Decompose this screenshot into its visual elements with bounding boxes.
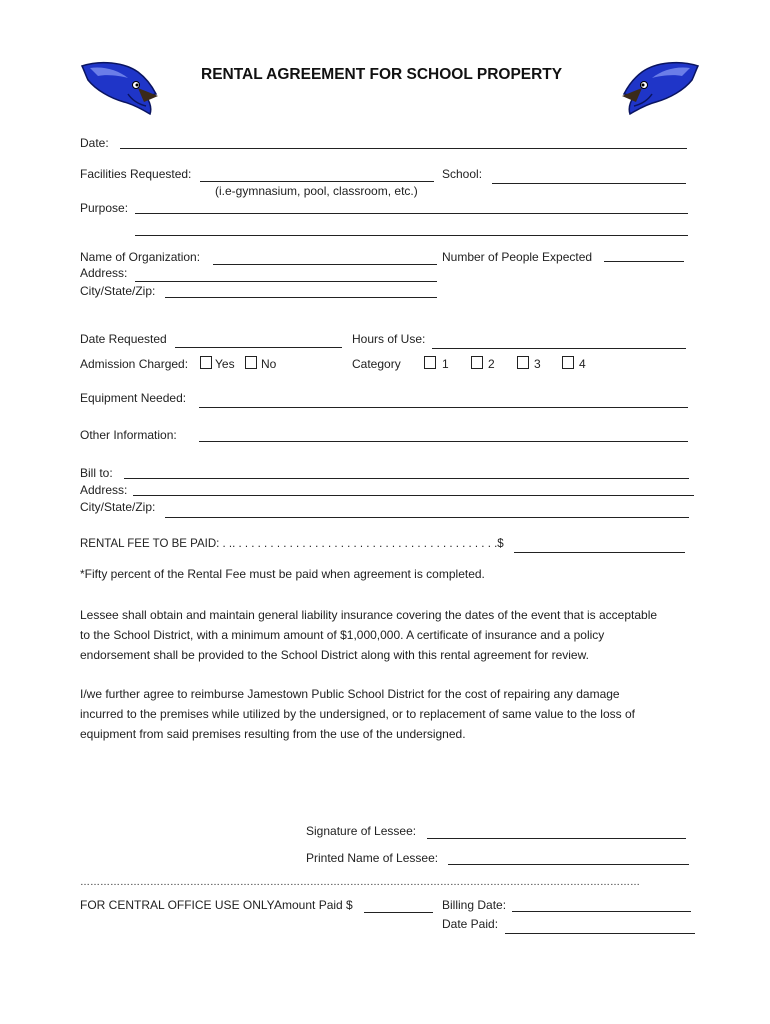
printed-name-field[interactable] <box>448 864 689 865</box>
facilities-hint: (i.e-gymnasium, pool, classroom, etc.) <box>215 184 418 198</box>
category-3-label: 3 <box>534 357 541 371</box>
other-information-field[interactable] <box>199 441 688 442</box>
rental-fee-field[interactable] <box>514 552 685 553</box>
city-state-zip-label: City/State/Zip: <box>80 284 156 298</box>
signature-of-lessee-label: Signature of Lessee: <box>306 824 417 838</box>
organization-name-label: Name of Organization: <box>80 250 201 264</box>
reimburse-paragraph <box>80 684 695 744</box>
central-office-label: FOR CENTRAL OFFICE USE ONLY <box>80 898 275 912</box>
admission-no-label: No <box>261 357 277 371</box>
reimburse-line-1: I/we further agree to reimburse Jamestown Public School District for the cost of repairing any damage <box>80 687 620 701</box>
billing-date-label: Billing Date: <box>442 898 507 912</box>
hours-of-use-field[interactable] <box>432 348 686 349</box>
address-field[interactable] <box>135 281 437 282</box>
reimburse-line-2: incurred to the premises while utilized by the undersigned, or to replacement of same value to the loss of <box>80 707 635 721</box>
date-requested-field[interactable] <box>175 347 342 348</box>
date-requested-label: Date Requested <box>80 332 167 346</box>
admission-yes-checkbox[interactable] <box>200 356 212 369</box>
category-2-label: 2 <box>488 357 495 371</box>
bill-city-state-zip-field[interactable] <box>165 517 689 518</box>
purpose-label: Purpose: <box>80 201 129 215</box>
category-label: Category <box>352 357 401 371</box>
organization-name-field[interactable] <box>213 264 437 265</box>
bill-to-field[interactable] <box>124 478 689 479</box>
category-2-checkbox[interactable] <box>471 356 483 369</box>
purpose-field-line-2[interactable] <box>135 235 688 236</box>
facilities-requested-field[interactable] <box>200 181 434 182</box>
date-label: Date: <box>80 136 109 150</box>
insurance-paragraph <box>80 605 695 665</box>
hours-of-use-label: Hours of Use: <box>352 332 426 346</box>
category-1-checkbox[interactable] <box>424 356 436 369</box>
category-4-label: 4 <box>579 357 586 371</box>
reimburse-line-3: equipment from said premises resulting from the use of the undersigned. <box>80 727 466 741</box>
purpose-field[interactable] <box>135 213 688 214</box>
city-state-zip-field[interactable] <box>165 297 437 298</box>
insurance-line-2: to the School District, with a minimum amount of $1,000,000. A certificate of insurance and a policy <box>80 628 605 642</box>
insurance-line-1: Lessee shall obtain and maintain general liability insurance covering the dates of the event that is acceptable <box>80 608 658 622</box>
bluejay-mascot-icon-left <box>80 58 162 116</box>
category-1-label: 1 <box>442 357 449 371</box>
billing-date-field[interactable] <box>512 911 691 912</box>
date-paid-label: Date Paid: <box>442 917 499 931</box>
people-expected-label: Number of People Expected <box>442 250 593 264</box>
date-paid-field[interactable] <box>505 933 695 934</box>
insurance-line-3: endorsement shall be provided to the School District along with this rental agreement for review. <box>80 648 589 662</box>
bill-city-state-zip-label: City/State/Zip: <box>80 500 156 514</box>
category-3-checkbox[interactable] <box>517 356 529 369</box>
rental-fee-label: RENTAL FEE TO BE PAID: . .. . . . . . . . . . . . . . . . . . . . . . . . . . . . . . . . . . . . . . . . . .$ <box>80 538 504 550</box>
admission-yes-label: Yes <box>215 357 235 371</box>
date-field[interactable] <box>120 148 687 149</box>
printed-name-label: Printed Name of Lessee: <box>306 851 439 865</box>
people-expected-field[interactable] <box>604 261 684 262</box>
facilities-requested-label: Facilities Requested: <box>80 167 192 181</box>
bill-address-label: Address: <box>80 483 128 497</box>
other-information-label: Other Information: <box>80 428 177 442</box>
school-field[interactable] <box>492 183 686 184</box>
bluejay-mascot-icon-right <box>620 58 700 116</box>
admission-no-checkbox[interactable] <box>245 356 257 369</box>
amount-paid-field[interactable] <box>364 912 433 913</box>
equipment-needed-label: Equipment Needed: <box>80 391 187 405</box>
bill-to-label: Bill to: <box>80 466 113 480</box>
amount-paid-label: Amount Paid $ <box>274 898 353 912</box>
office-divider: …………………………………………………………………………………………………………………………………………………… <box>80 877 640 888</box>
school-label: School: <box>442 167 483 181</box>
address-label: Address: <box>80 266 128 280</box>
fifty-percent-note: *Fifty percent of the Rental Fee must be paid when agreement is completed. <box>80 567 485 581</box>
bill-address-field[interactable] <box>133 495 694 496</box>
signature-of-lessee-field[interactable] <box>427 838 686 839</box>
category-4-checkbox[interactable] <box>562 356 574 369</box>
admission-charged-label: Admission Charged: <box>80 357 189 371</box>
equipment-needed-field[interactable] <box>199 407 688 408</box>
page-title: RENTAL AGREEMENT FOR SCHOOL PROPERTY <box>201 66 563 83</box>
